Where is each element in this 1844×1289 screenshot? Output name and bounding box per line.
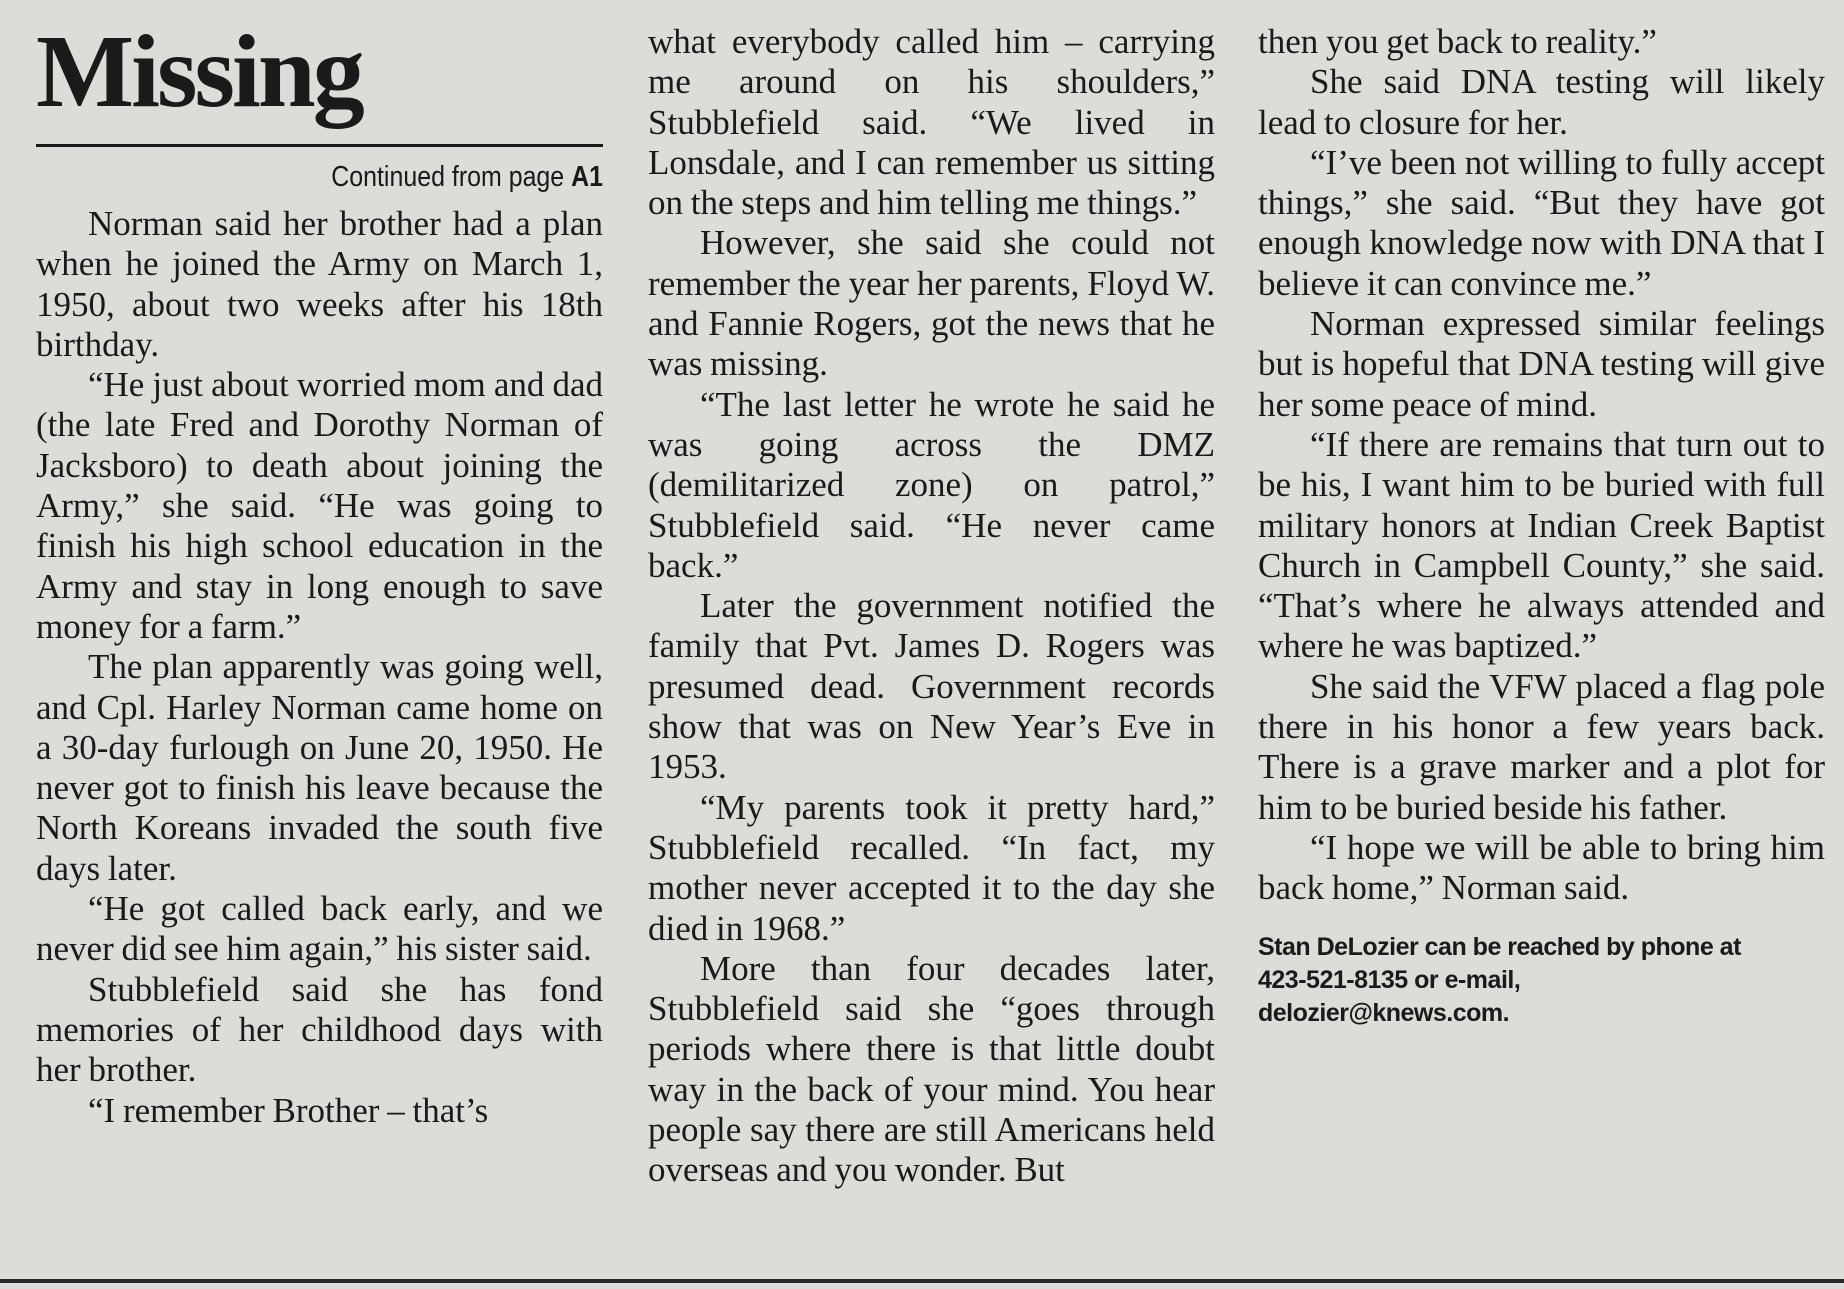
tagline-email: delozier@knews.com. (1258, 998, 1510, 1027)
paragraph: “I’ve been not willing to fully accept things,” she said. “But they have got enough knowledge now with DNA that I believe it can convince me.” (1258, 142, 1825, 303)
paragraph-continued: then you get back to reality.” (1258, 22, 1657, 61)
paragraph: “I remember Brother – that’s (88, 1090, 489, 1130)
column-3 (1258, 0, 1825, 1030)
paragraph: Norman said her brother had a plan when he joined the Army on March 1, 1950, about two weeks after his 18th birthday. (36, 204, 603, 364)
paragraph: Later the government notified the family that Pvt. James D. Rogers was presumed dead. Government records show that was on New Year’s Eve in 1953. (648, 586, 1215, 787)
column-2 (648, 0, 1215, 1191)
paragraph: However, she said she could not remember the year her parents, Floyd W. and Fannie Rogers, got the news that he was missing. (648, 223, 1215, 384)
paragraph: She said the VFW placed a flag pole there in his honor a few years back. There is a grave marker and a plot for him to be buried beside his father. (1258, 666, 1825, 827)
continued-from (115, 161, 603, 194)
paragraph: She said DNA testing will likely lead to closure for her. (1258, 62, 1825, 142)
jump-prefix: Continued from page (331, 161, 572, 193)
headline-rule (36, 144, 603, 147)
paragraph: Stubblefield said she has fond memories of her childhood days with her brother. (36, 969, 603, 1090)
author-tagline (1258, 931, 1825, 1030)
paragraph: More than four decades later, Stubblefield said she “goes through periods where there is that little doubt way in the back of your mind. You hear people say there are still Americans held overseas and you wonder. But (648, 948, 1215, 1190)
paragraph: The plan apparently was going well, and Cpl. Harley Norman came home on a 30-day furlough on June 20, 1950. He never got to finish his leave because the North Koreans invaded the south five days later. (36, 647, 603, 888)
jump-page: A1 (571, 161, 603, 193)
tagline-line: Stan DeLozier can be reached by phone at (1258, 932, 1741, 961)
bottom-rule (0, 1279, 1844, 1283)
tagline-line: 423-521-8135 or e-mail, (1258, 965, 1521, 994)
paragraph: “I hope we will be able to bring him back home,” Norman said. (1258, 827, 1825, 908)
paragraph: “The last letter he wrote he said he was going across the DMZ (demilitarized zone) on patrol,” Stubblefield said. “He never came back.” (648, 384, 1215, 585)
paragraph-continued: what everybody called him – carrying me around on his shoulders,” Stubblefield said. “We lived in Lonsdale, and I can remember us sitting on the steps and him telling me things.” (648, 22, 1215, 223)
column-1 (36, 0, 603, 1131)
paragraph: “He just about worried mom and dad (the late Fred and Dorothy Norman of Jacksboro) to death about joining the Army,” she said. “He was going to finish his high school education in the Army and stay in long enough to save money for a farm.” (36, 365, 603, 646)
paragraph: “My parents took it pretty hard,” Stubblefield recalled. “In fact, my mother never accepted it to the day she died in 1968.” (648, 787, 1215, 948)
paragraph: Norman expressed similar feelings but is hopeful that DNA testing will give her some peace of mind. (1258, 304, 1825, 424)
headline: Missing (36, 14, 362, 129)
paragraph: “If there are remains that turn out to be his, I want him to be buried with full military honors at Indian Creek Baptist Church in Campbell County,” she said. “That’s where he always attended and where he was baptized.” (1258, 424, 1825, 666)
paragraph: “He got called back early, and we never did see him again,” his sister said. (36, 889, 603, 969)
